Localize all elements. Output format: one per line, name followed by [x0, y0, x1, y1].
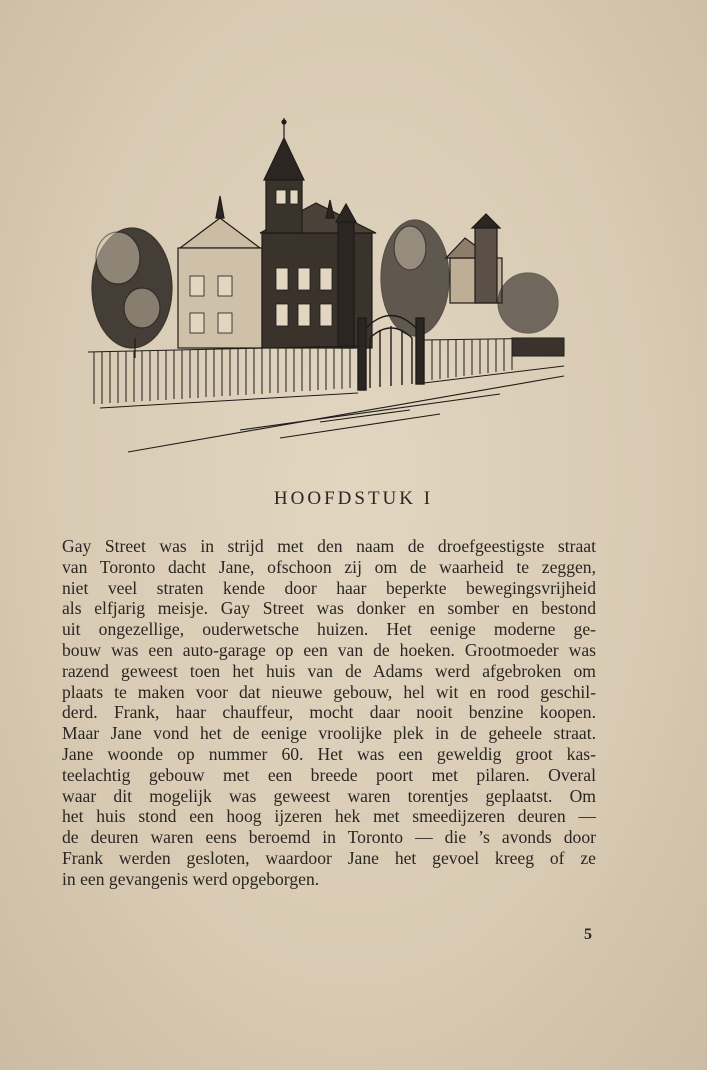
text-line: derd. Frank, haar chauffeur, mocht daar nooit benzine koopen.: [62, 702, 596, 723]
text-line: uit ongezellige, ouderwetsche huizen. Het eenige moderne ge-: [62, 619, 596, 640]
text-line: het huis stond een hoog ijzeren hek met smeedijzeren deuren —: [62, 806, 596, 827]
text-line: de deuren waren eens beroemd in Toronto — die ’s avonds door: [62, 827, 596, 848]
fence: [88, 338, 564, 408]
text-line: in een gevangenis werd opgeborgen.: [62, 868, 320, 889]
street: [128, 376, 564, 452]
left-tree: [92, 228, 172, 358]
text-line: van Toronto dacht Jane, ofschoon zij om de waarheid te zeggen,: [62, 556, 596, 577]
main-house: [178, 118, 376, 348]
text-line: teelachtig gebouw met een breede poort met pilaren. Overal: [62, 764, 596, 785]
text-line: Gay Street was in strijd met den naam de droefgeestigste straat: [62, 536, 596, 556]
iron-gate: [358, 316, 424, 391]
text-line: Maar Jane vond het de eenige vroolijke plek in de geheele straat.: [62, 723, 596, 744]
text-line: razend geweest toen het huis van de Adams werd afgebroken om: [62, 660, 596, 681]
text-line: Jane woonde op nummer 60. Het was een geweldig groot kas-: [62, 743, 596, 764]
text-line: Frank werden gesloten, waardoor Jane het gevoel kreeg of ze: [62, 847, 596, 868]
text-line: bouw was een auto-garage op een van de hoeken. Grootmoeder was: [62, 639, 596, 660]
text-line: waar dit mogelijk was geweest waren torentjes geplaatst. Om: [62, 785, 596, 806]
text-line: niet veel straten kende door haar beperkte bewegingsvrijheid: [62, 577, 596, 598]
text-line: plaats te maken voor dat nieuwe gebouw, hel wit en rood geschil-: [62, 681, 596, 702]
page-number: 5: [584, 926, 592, 943]
text-line: als elfjarig meisje. Gay Street was donker en somber en bestond: [62, 598, 596, 619]
right-trees: [381, 214, 558, 336]
body-paragraph: [62, 536, 596, 890]
chapter-title: HOOFDSTUK I: [273, 488, 434, 509]
house-illustration: [80, 108, 570, 468]
